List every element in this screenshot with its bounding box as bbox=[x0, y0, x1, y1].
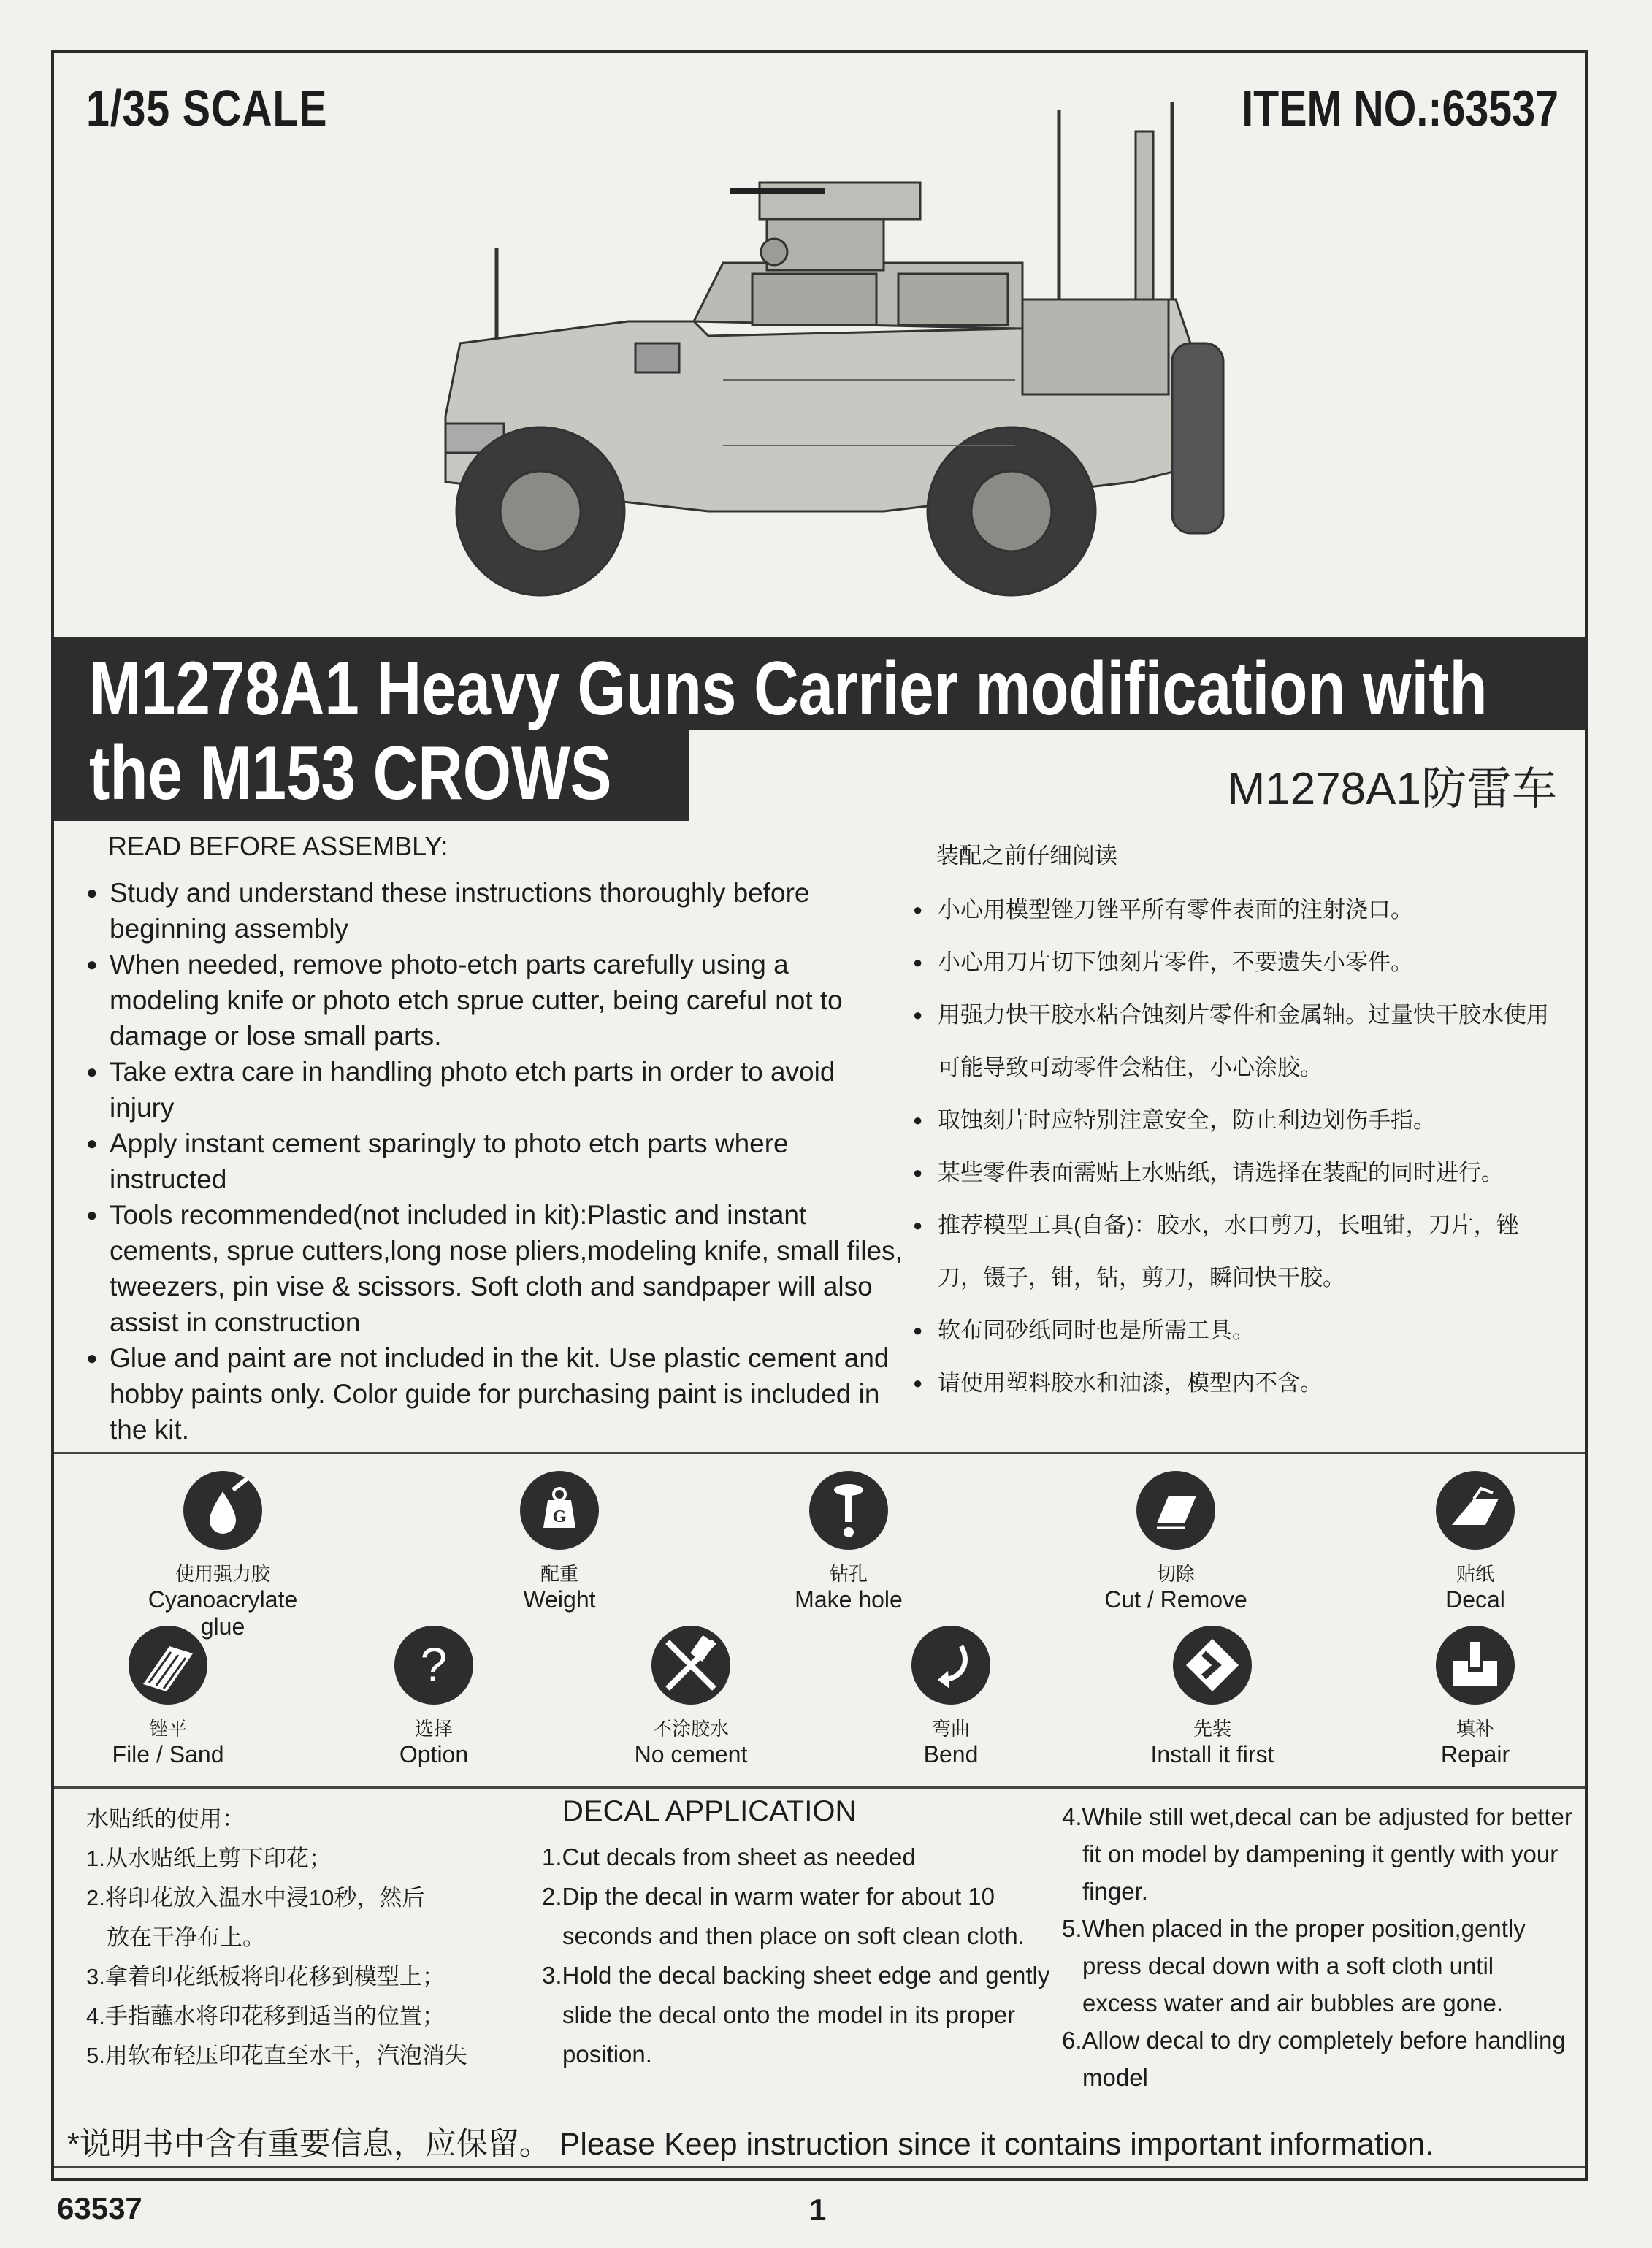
instruction-item-cn: ● 小心用刀片切下蚀刻片零件，不要遗失小零件。 bbox=[913, 936, 1556, 989]
symbol-label-cn: 切除 bbox=[1156, 1563, 1195, 1585]
drill-icon bbox=[808, 1469, 890, 1551]
no-cement-icon bbox=[650, 1624, 732, 1706]
decal-step-cn: 2.将印花放入温水中浸10秒，然后 bbox=[86, 1885, 425, 1911]
symbol-label-en: File / Sand bbox=[112, 1741, 224, 1767]
product-title-line2: the M153 CROWS bbox=[89, 731, 612, 816]
instruction-item-cn: ● 小心用模型锉刀锉平所有零件表面的注射浇口。 bbox=[913, 884, 1556, 936]
symbol-label-cn: 弯曲 bbox=[931, 1718, 970, 1740]
symbol-label-en: No cement bbox=[634, 1741, 748, 1767]
symbol-weight bbox=[464, 1469, 654, 1613]
symbol-label-en: Bend bbox=[923, 1741, 979, 1767]
section-divider bbox=[54, 2166, 1585, 2168]
scale-label: 1/35 SCALE bbox=[86, 80, 328, 137]
glue-drop-icon bbox=[182, 1469, 264, 1551]
install-first-icon bbox=[1171, 1624, 1253, 1706]
decal-steps-en-right bbox=[1062, 1798, 1573, 2096]
svg-text:?: ? bbox=[420, 1637, 448, 1691]
decal-steps-en-mid bbox=[542, 1838, 1068, 2074]
cut-icon bbox=[1135, 1469, 1217, 1551]
instruction-item: ● Apply instant cement sparingly to photo etch parts where instructed bbox=[86, 1125, 904, 1197]
instruction-item: ● Study and understand these instructions thoroughly before beginning assembly bbox=[86, 875, 904, 947]
symbol-label-en: Make hole bbox=[795, 1586, 903, 1613]
decal-icon bbox=[1434, 1469, 1516, 1551]
symbol-label-en: Option bbox=[399, 1741, 469, 1767]
decal-step-en: 2.Dip the decal in warm water for about 10 seconds and then place on soft clean cloth. bbox=[542, 1883, 1025, 1949]
symbol-option bbox=[339, 1624, 529, 1768]
symbol-repair bbox=[1380, 1624, 1570, 1768]
instruction-item-cn: ● 软布同砂纸同时也是所需工具。 bbox=[913, 1304, 1556, 1357]
footer-item-code: 63537 bbox=[57, 2191, 142, 2225]
svg-text:G: G bbox=[552, 1507, 567, 1526]
decal-step-cn: 放在干净布上。 bbox=[107, 1924, 265, 1950]
decal-step-cn: 3.拿着印花纸板将印花移到模型上； bbox=[86, 1964, 445, 1989]
weight-icon bbox=[519, 1469, 600, 1551]
product-title-line1: M1278A1 Heavy Guns Carrier modification with bbox=[89, 646, 1488, 731]
decal-heading-cn: 水贴纸的使用： bbox=[86, 1806, 245, 1832]
page-number: 1 bbox=[809, 2192, 827, 2227]
decal-step-en: 1.Cut decals from sheet as needed bbox=[542, 1843, 916, 1870]
symbol-label-cn: 贴纸 bbox=[1456, 1563, 1494, 1585]
question-icon bbox=[393, 1624, 475, 1706]
bend-icon bbox=[910, 1624, 992, 1706]
symbol-label-en: Install it first bbox=[1150, 1741, 1274, 1767]
symbol-label-en: Cut / Remove bbox=[1104, 1586, 1247, 1613]
decal-step-en: 6.Allow decal to dry completely before handling model bbox=[1062, 2027, 1566, 2091]
symbol-label-en: Repair bbox=[1440, 1741, 1510, 1767]
instruction-item-cn: ● 取蚀刻片时应特别注意安全，防止利边划伤手指。 bbox=[913, 1094, 1556, 1147]
symbol-label-cn: 锉平 bbox=[148, 1718, 187, 1740]
decal-heading-en: DECAL APPLICATION bbox=[562, 1795, 857, 1827]
symbol-label-en: Cyanoacrylate glue bbox=[148, 1586, 298, 1640]
instruction-item: ● Take extra care in handling photo etch parts in order to avoid injury bbox=[86, 1054, 904, 1125]
symbol-label-cn: 配重 bbox=[540, 1563, 578, 1585]
instructions-list-en bbox=[86, 875, 904, 1448]
symbol-label-cn: 先装 bbox=[1193, 1718, 1231, 1740]
instruction-item-cn: ● 某些零件表面需贴上水贴纸，请选择在装配的同时进行。 bbox=[913, 1147, 1556, 1199]
instruction-item-cn: ● 推荐模型工具(自备)：胶水，水口剪刀，长咀钳，刀片，锉刀，镊子，钳，钻，剪刀，瞬间快干胶。 bbox=[913, 1199, 1556, 1304]
decal-step-en: 4.While still wet,decal can be adjusted for better fit on model by dampening it gently with your finger. bbox=[1062, 1803, 1572, 1905]
vehicle-illustration bbox=[416, 102, 1249, 628]
symbol-label-en: Weight bbox=[523, 1586, 596, 1613]
decal-step-cn: 1.从水贴纸上剪下印花； bbox=[86, 1846, 332, 1871]
symbol-bend bbox=[856, 1624, 1046, 1768]
instruction-item-cn: ● 请使用塑料胶水和油漆，模型内不含。 bbox=[913, 1357, 1556, 1410]
file-icon bbox=[127, 1624, 209, 1706]
symbol-label-cn: 钻孔 bbox=[829, 1563, 868, 1585]
symbol-label-cn: 选择 bbox=[414, 1718, 453, 1740]
decal-step-en: 5.When placed in the proper position,gently press decal down with a soft cloth until excess water and air bubbles are gone. bbox=[1062, 1915, 1526, 2016]
symbol-label-cn: 不涂胶水 bbox=[652, 1718, 729, 1740]
read-before-heading: READ BEFORE ASSEMBLY: bbox=[108, 831, 448, 861]
instruction-item-cn: ● 用强力快干胶水粘合蚀刻片零件和金属轴。过量快干胶水使用可能导致可动零件会粘住，小心涂胶。 bbox=[913, 989, 1556, 1094]
symbol-cut-remove bbox=[1081, 1469, 1271, 1613]
instruction-item: ● When needed, remove photo-etch parts carefully using a modeling knife or photo etch sprue cutter, being careful not to damage or lose small parts. bbox=[86, 947, 904, 1054]
symbol-file-sand bbox=[73, 1624, 263, 1768]
instruction-item: ● Glue and paint are not included in the kit. Use plastic cement and hobby paints only. Color guide for purchasing paint is included in the kit. bbox=[86, 1340, 904, 1448]
section-divider bbox=[54, 1452, 1585, 1454]
decal-step-en: 3.Hold the decal backing sheet edge and gently slide the decal onto the model in its proper position. bbox=[542, 1962, 1050, 2068]
keep-instructions-note: *说明书中含有重要信息，应保留。 Please Keep instruction since it contains important information. bbox=[67, 2127, 1434, 2162]
symbol-install-first bbox=[1117, 1624, 1307, 1768]
read-before-heading-cn: 装配之前仔细阅读 bbox=[936, 843, 1117, 868]
symbol-label-en: Decal bbox=[1445, 1586, 1505, 1613]
symbol-label-cn: 填补 bbox=[1456, 1718, 1494, 1740]
symbol-decal bbox=[1380, 1469, 1570, 1613]
instructions-list-cn bbox=[913, 884, 1556, 1410]
decal-step-cn: 4.手指蘸水将印花移到适当的位置； bbox=[86, 2003, 445, 2029]
decal-step-cn: 5.用软布轻压印花直至水干，汽泡消失 bbox=[86, 2043, 467, 2068]
product-title-chinese: M1278A1防雷车 bbox=[1227, 764, 1557, 814]
section-divider bbox=[54, 1786, 1585, 1789]
item-number: ITEM NO.:63537 bbox=[1242, 80, 1559, 137]
symbol-no-cement bbox=[596, 1624, 786, 1768]
symbol-label-cn: 使用强力胶 bbox=[175, 1563, 270, 1585]
instruction-item: ● Tools recommended(not included in kit):Plastic and instant cements, sprue cutters,long nose pliers,modeling knife, small files, tweezers, pin vise & scissors. Soft cloth and sandpaper will also assist in construction bbox=[86, 1197, 904, 1340]
symbol-make-hole bbox=[754, 1469, 944, 1613]
repair-icon bbox=[1434, 1624, 1516, 1706]
decal-steps-cn bbox=[86, 1800, 467, 2076]
symbol-cyanoacrylate-glue bbox=[128, 1469, 318, 1640]
